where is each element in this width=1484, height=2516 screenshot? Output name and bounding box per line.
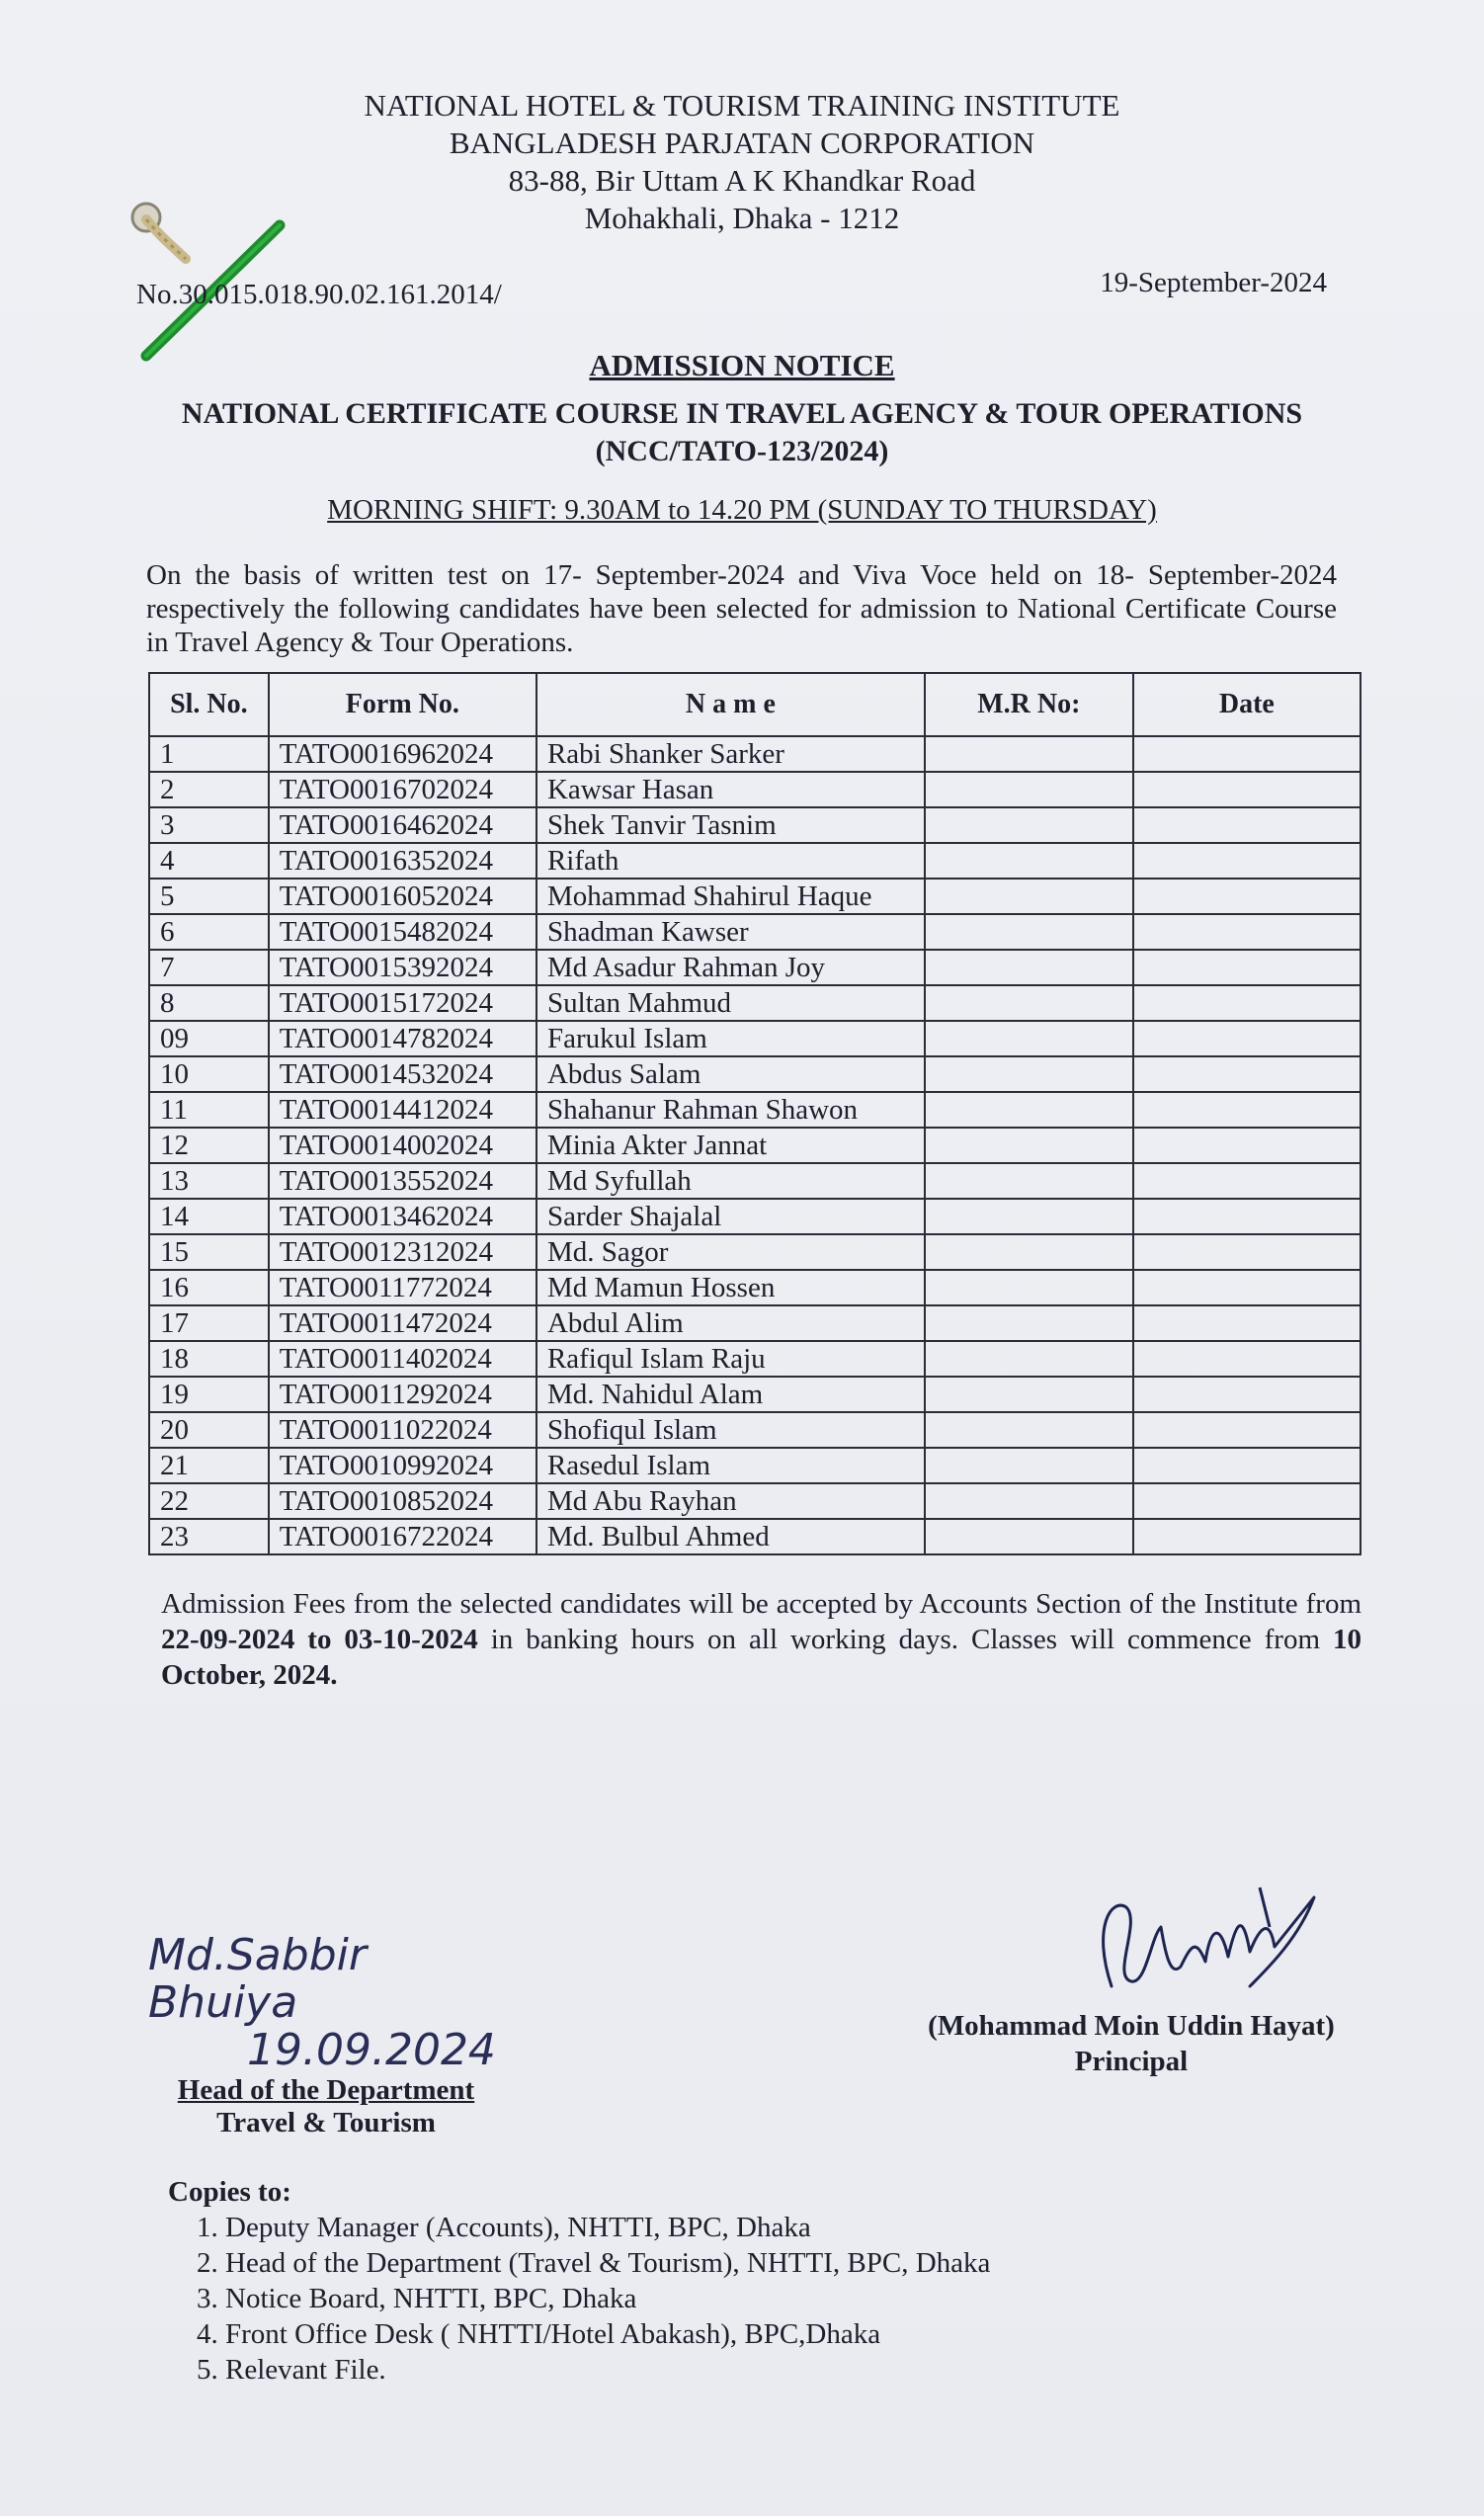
row-name: Rabi Shanker Sarker bbox=[536, 736, 925, 772]
row-form-no: TATO0011292024 bbox=[269, 1377, 536, 1412]
row-date bbox=[1133, 1377, 1360, 1412]
table-row bbox=[149, 807, 1360, 843]
handwritten-date: 19.09.2024 bbox=[247, 2025, 496, 2075]
notice-title: ADMISSION NOTICE bbox=[589, 348, 895, 382]
row-date bbox=[1133, 1270, 1360, 1305]
row-serial: 17 bbox=[149, 1305, 269, 1341]
row-form-no: TATO0014412024 bbox=[269, 1092, 536, 1128]
row-name: Md. Sagor bbox=[536, 1234, 925, 1270]
course-code: (NCC/TATO-123/2024) bbox=[595, 435, 889, 467]
institute-name: NATIONAL HOTEL & TOURISM TRAINING INSTITUTE bbox=[364, 88, 1120, 123]
table-row bbox=[149, 1163, 1360, 1199]
list-item: 3. Notice Board, NHTTI, BPC, Dhaka bbox=[225, 2281, 1156, 2316]
list-item: 1. Deputy Manager (Accounts), NHTTI, BPC, Dhaka bbox=[225, 2210, 1156, 2245]
row-serial: 20 bbox=[149, 1412, 269, 1448]
row-form-no: TATO0015392024 bbox=[269, 950, 536, 985]
row-form-no: TATO0011472024 bbox=[269, 1305, 536, 1341]
table-row bbox=[149, 1270, 1360, 1305]
class-start-date: 10 October, 2024. bbox=[161, 1624, 1361, 1691]
fees-text-2: in banking hours on all working days. Classes will commence from bbox=[477, 1624, 1333, 1655]
row-name: Md. Bulbul Ahmed bbox=[536, 1519, 925, 1554]
row-form-no: TATO0015482024 bbox=[269, 914, 536, 950]
row-serial: 18 bbox=[149, 1341, 269, 1377]
row-serial: 3 bbox=[149, 807, 269, 843]
course-heading bbox=[0, 395, 1484, 470]
row-mr-no bbox=[925, 985, 1133, 1021]
row-mr-no bbox=[925, 1519, 1133, 1554]
header-serial: Sl. No. bbox=[149, 673, 269, 736]
row-serial: 14 bbox=[149, 1199, 269, 1234]
table-body bbox=[149, 736, 1360, 1554]
table-row bbox=[149, 1483, 1360, 1519]
row-form-no: TATO0016462024 bbox=[269, 807, 536, 843]
header-date: Date bbox=[1133, 673, 1360, 736]
row-serial: 23 bbox=[149, 1519, 269, 1554]
address-line: 83-88, Bir Uttam A K Khandkar Road bbox=[508, 163, 976, 198]
table-row bbox=[149, 843, 1360, 879]
row-form-no: TATO0010992024 bbox=[269, 1448, 536, 1483]
city-line: Mohakhali, Dhaka - 1212 bbox=[584, 201, 900, 235]
row-mr-no bbox=[925, 843, 1133, 879]
row-date bbox=[1133, 843, 1360, 879]
head-of-department-signature bbox=[148, 1932, 504, 2139]
row-form-no: TATO0015172024 bbox=[269, 985, 536, 1021]
row-serial: 09 bbox=[149, 1021, 269, 1056]
row-name: Sarder Shajalal bbox=[536, 1199, 925, 1234]
row-mr-no bbox=[925, 736, 1133, 772]
row-date bbox=[1133, 1199, 1360, 1234]
table-row bbox=[149, 1234, 1360, 1270]
row-serial: 5 bbox=[149, 879, 269, 914]
notice-date: 19-September-2024 bbox=[1100, 267, 1327, 298]
row-name: Sultan Mahmud bbox=[536, 985, 925, 1021]
row-name: Md Mamun Hossen bbox=[536, 1270, 925, 1305]
row-form-no: TATO0014002024 bbox=[269, 1128, 536, 1163]
row-serial: 16 bbox=[149, 1270, 269, 1305]
row-name: Rifath bbox=[536, 843, 925, 879]
table-row bbox=[149, 772, 1360, 807]
list-item: 5. Relevant File. bbox=[225, 2352, 1156, 2388]
copies-section bbox=[168, 2174, 1156, 2388]
row-name: Shek Tanvir Tasnim bbox=[536, 807, 925, 843]
row-mr-no bbox=[925, 1234, 1133, 1270]
copies-heading: Copies to: bbox=[168, 2176, 291, 2208]
table-row bbox=[149, 1128, 1360, 1163]
row-name: Kawsar Hasan bbox=[536, 772, 925, 807]
table-row bbox=[149, 950, 1360, 985]
row-serial: 1 bbox=[149, 736, 269, 772]
row-mr-no bbox=[925, 1128, 1133, 1163]
row-mr-no bbox=[925, 1092, 1133, 1128]
row-serial: 11 bbox=[149, 1092, 269, 1128]
row-mr-no bbox=[925, 1305, 1133, 1341]
reference-number: No.30.015.018.90.02.161.2014/ bbox=[136, 279, 502, 310]
row-name: Shahanur Rahman Shawon bbox=[536, 1092, 925, 1128]
table-row bbox=[149, 1448, 1360, 1483]
row-form-no: TATO0010852024 bbox=[269, 1483, 536, 1519]
shift-info: MORNING SHIFT: 9.30AM to 14.20 PM (SUNDAY TO THURSDAY) bbox=[327, 494, 1157, 526]
row-mr-no bbox=[925, 1199, 1133, 1234]
row-serial: 19 bbox=[149, 1377, 269, 1412]
row-mr-no bbox=[925, 1163, 1133, 1199]
row-mr-no bbox=[925, 1448, 1133, 1483]
row-form-no: TATO0014782024 bbox=[269, 1021, 536, 1056]
row-form-no: TATO0016352024 bbox=[269, 843, 536, 879]
row-serial: 13 bbox=[149, 1163, 269, 1199]
row-name: Shofiqul Islam bbox=[536, 1412, 925, 1448]
row-name: Minia Akter Jannat bbox=[536, 1128, 925, 1163]
row-date bbox=[1133, 879, 1360, 914]
row-serial: 15 bbox=[149, 1234, 269, 1270]
intro-paragraph: On the basis of written test on 17- September-2024 and Viva Voce held on 18- September-2024 respectively the following candidates have been selected for admission to National Certificate Course in Travel Agency & Tour Operations. bbox=[146, 559, 1337, 658]
row-name: Farukul Islam bbox=[536, 1021, 925, 1056]
row-date bbox=[1133, 1519, 1360, 1554]
row-name: Shadman Kawser bbox=[536, 914, 925, 950]
row-date bbox=[1133, 914, 1360, 950]
list-item: 4. Front Office Desk ( NHTTI/Hotel Abakash), BPC,Dhaka bbox=[225, 2316, 1156, 2352]
row-name: Rasedul Islam bbox=[536, 1448, 925, 1483]
row-form-no: TATO0011772024 bbox=[269, 1270, 536, 1305]
table-row bbox=[149, 1199, 1360, 1234]
row-form-no: TATO0014532024 bbox=[269, 1056, 536, 1092]
row-form-no: TATO0013552024 bbox=[269, 1163, 536, 1199]
row-mr-no bbox=[925, 914, 1133, 950]
row-mr-no bbox=[925, 772, 1133, 807]
row-name: Abdul Alim bbox=[536, 1305, 925, 1341]
table-header-row bbox=[149, 673, 1360, 736]
row-serial: 12 bbox=[149, 1128, 269, 1163]
row-mr-no bbox=[925, 1377, 1133, 1412]
table-row bbox=[149, 1412, 1360, 1448]
row-name: Mohammad Shahirul Haque bbox=[536, 879, 925, 914]
row-name: Abdus Salam bbox=[536, 1056, 925, 1092]
row-form-no: TATO0016052024 bbox=[269, 879, 536, 914]
table-row bbox=[149, 1092, 1360, 1128]
row-mr-no bbox=[925, 1483, 1133, 1519]
row-form-no: TATO0013462024 bbox=[269, 1199, 536, 1234]
principal-role: Principal bbox=[1074, 2046, 1189, 2077]
table-row bbox=[149, 1519, 1360, 1554]
row-serial: 10 bbox=[149, 1056, 269, 1092]
row-date bbox=[1133, 1305, 1360, 1341]
row-date bbox=[1133, 950, 1360, 985]
table-row bbox=[149, 879, 1360, 914]
table-row bbox=[149, 736, 1360, 772]
row-name: Md Asadur Rahman Joy bbox=[536, 950, 925, 985]
row-mr-no bbox=[925, 1021, 1133, 1056]
row-mr-no bbox=[925, 879, 1133, 914]
row-form-no: TATO0012312024 bbox=[269, 1234, 536, 1270]
row-name: Md Syfullah bbox=[536, 1163, 925, 1199]
header-name: N a m e bbox=[536, 673, 925, 736]
row-date bbox=[1133, 1163, 1360, 1199]
row-serial: 2 bbox=[149, 772, 269, 807]
table-row bbox=[149, 1341, 1360, 1377]
fees-text-1: Admission Fees from the selected candidates will be accepted by Accounts Section of the Institute from bbox=[161, 1588, 1361, 1620]
fees-dates: 22-09-2024 to 03-10-2024 bbox=[161, 1624, 478, 1655]
row-form-no: TATO0011022024 bbox=[269, 1412, 536, 1448]
row-date bbox=[1133, 1092, 1360, 1128]
signatory-role: Head of the Department bbox=[177, 2074, 475, 2106]
handwritten-name: Md.Sabbir Bhuiya bbox=[148, 1930, 367, 2028]
row-name: Rafiqul Islam Raju bbox=[536, 1341, 925, 1377]
row-date bbox=[1133, 1448, 1360, 1483]
row-mr-no bbox=[925, 1270, 1133, 1305]
row-form-no: TATO0016722024 bbox=[269, 1519, 536, 1554]
row-form-no: TATO0016702024 bbox=[269, 772, 536, 807]
row-form-no: TATO0016962024 bbox=[269, 736, 536, 772]
row-serial: 21 bbox=[149, 1448, 269, 1483]
row-serial: 8 bbox=[149, 985, 269, 1021]
row-date bbox=[1133, 1412, 1360, 1448]
selected-candidates-table bbox=[148, 672, 1361, 1555]
row-date bbox=[1133, 1128, 1360, 1163]
row-date bbox=[1133, 807, 1360, 843]
row-serial: 4 bbox=[149, 843, 269, 879]
table-row bbox=[149, 985, 1360, 1021]
row-mr-no bbox=[925, 950, 1133, 985]
row-mr-no bbox=[925, 807, 1133, 843]
row-date bbox=[1133, 985, 1360, 1021]
corporation-name: BANGLADESH PARJATAN CORPORATION bbox=[449, 126, 1035, 160]
row-name: Md. Nahidul Alam bbox=[536, 1377, 925, 1412]
row-form-no: TATO0011402024 bbox=[269, 1341, 536, 1377]
row-name: Md Abu Rayhan bbox=[536, 1483, 925, 1519]
row-date bbox=[1133, 1056, 1360, 1092]
header-mr-no: M.R No: bbox=[925, 673, 1133, 736]
row-mr-no bbox=[925, 1341, 1133, 1377]
table-row bbox=[149, 1021, 1360, 1056]
course-name: NATIONAL CERTIFICATE COURSE IN TRAVEL AGENCY & TOUR OPERATIONS bbox=[181, 397, 1303, 430]
copies-list bbox=[168, 2210, 1156, 2388]
fees-paragraph bbox=[161, 1586, 1361, 1693]
principal-name: (Mohammad Moin Uddin Hayat) bbox=[928, 2010, 1335, 2042]
row-date bbox=[1133, 1021, 1360, 1056]
table-row bbox=[149, 1377, 1360, 1412]
row-serial: 6 bbox=[149, 914, 269, 950]
signatory-department: Travel & Tourism bbox=[216, 2107, 436, 2139]
row-date bbox=[1133, 772, 1360, 807]
row-date bbox=[1133, 736, 1360, 772]
list-item: 2. Head of the Department (Travel & Tourism), NHTTI, BPC, Dhaka bbox=[225, 2245, 1156, 2281]
row-mr-no bbox=[925, 1412, 1133, 1448]
principal-signature bbox=[1072, 1868, 1349, 2016]
principal-block bbox=[904, 2008, 1359, 2079]
header-form-no: Form No. bbox=[269, 673, 536, 736]
table-row bbox=[149, 914, 1360, 950]
row-date bbox=[1133, 1234, 1360, 1270]
row-serial: 22 bbox=[149, 1483, 269, 1519]
table-row bbox=[149, 1305, 1360, 1341]
row-mr-no bbox=[925, 1056, 1133, 1092]
row-date bbox=[1133, 1341, 1360, 1377]
table-row bbox=[149, 1056, 1360, 1092]
row-date bbox=[1133, 1483, 1360, 1519]
row-serial: 7 bbox=[149, 950, 269, 985]
